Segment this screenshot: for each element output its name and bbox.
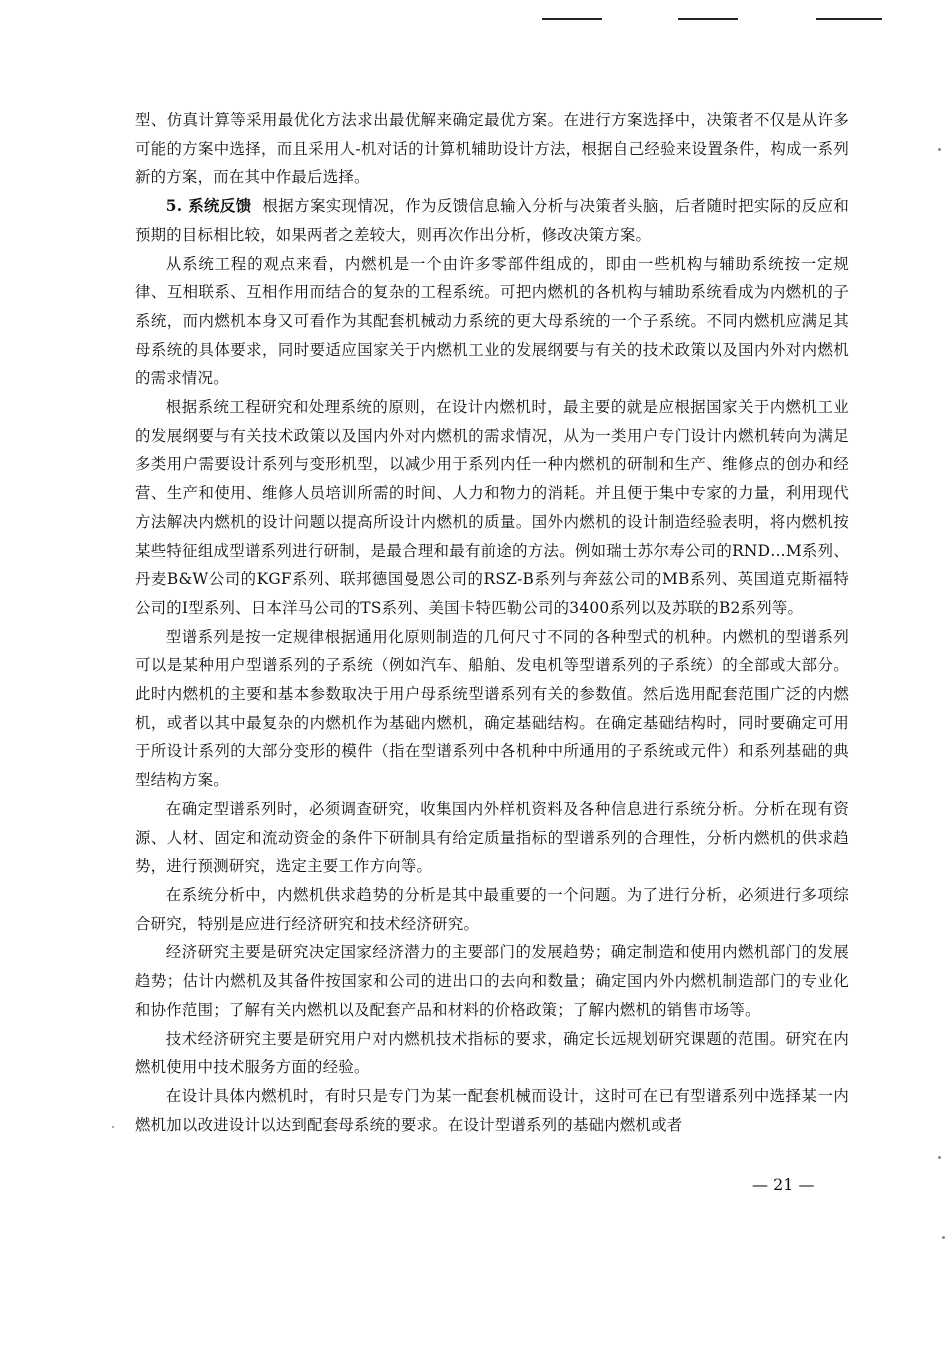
paragraph: 在系统分析中，内燃机供求趋势的分析是其中最重要的一个问题。为了进行分析，必须进行多项综合研究，特别是应进行经济研究和技术经济研究。 — [135, 885, 849, 933]
paragraph: 技术经济研究主要是研究用户对内燃机技术指标的要求，确定长远规划研究课题的范围。研究在内燃机使用中技术服务方面的经验。 — [135, 1029, 849, 1077]
top-rule — [542, 18, 602, 20]
scan-speck — [112, 1126, 114, 1128]
paragraph: 在设计具体内燃机时，有时只是专门为某一配套机械而设计，这时可在已有型谱系列中选择某一内燃机加以改进设计以达到配套母系统的要求。在设计型谱系列的基础内燃机或者 — [135, 1086, 849, 1134]
section-heading: 5. 系统反馈 — [165, 197, 252, 216]
paragraph: 根据系统工程研究和处理系统的原则，在设计内燃机时，最主要的就是应根据国家关于内燃机工业的发展纲要与有关技术政策以及国内外对内燃机的需求情况，从为一类用户专门设计内燃机转向为满足多类用户需要设计系列与变形机型，以减少用于系列内任一种内燃机的研制和生产、维修点的创办和经营、生产和使用、维修人员培训所需的时间、人力和物力的消耗。并且便于集中专家的力量，利用现代方法解决内燃机的设计问题以提高所设计内燃机的质量。国外内燃机的设计制造经验表明，将内燃机按某些特征组成型谱系列进行研制，是最合理和最有前途的方法。例如瑞士苏尔寿公司的RND…M系列、丹麦B&W公司的KGF系列、联邦德国曼恩公司的RSZ-B系列与奔兹公司的MB系列、英国道克斯福特公司的Ⅰ型系列、日本洋马公司的TS系列、美国卡特匹勒公司的3400系列以及苏联的B2系列等。 — [135, 398, 849, 617]
paragraph: 从系统工程的观点来看，内燃机是一个由许多零部件组成的，即由一些机构与辅助系统按一定规律、互相联系、互相作用而结合的复杂的工程系统。可把内燃机的各机构与辅助系统看成为内燃机的子系统，而内燃机本身又可看作为其配套机械动力系统的更大母系统的一个子系统。不同内燃机应满足其母系统的具体要求，同时要适应国家关于内燃机工业的发展纲要与有关的技术政策以及国内外对内燃机的需求情况。 — [135, 254, 849, 388]
scan-speck — [938, 148, 941, 151]
page-body — [135, 106, 849, 1139]
scan-speck — [942, 1236, 945, 1239]
scan-speck — [938, 1156, 941, 1159]
top-rule — [816, 18, 882, 20]
paragraph: 在确定型谱系列时，必须调查研究，收集国内外样机资料及各种信息进行系统分析。分析在现有资源、人材、固定和流动资金的条件下研制具有给定质量指标的型谱系列的合理性，分析内燃机的供求趋势，进行预测研究，选定主要工作方向等。 — [135, 799, 849, 876]
paragraph: 型谱系列是按一定规律根据通用化原则制造的几何尺寸不同的各种型式的机种。内燃机的型谱系列可以是某种用户型谱系列的子系统（例如汽车、船舶、发电机等型谱系列的子系统）的全部或大部分。此时内燃机的主要和基本参数取决于用户母系统型谱系列有关的参数值。然后选用配套范围广泛的内燃机，或者以其中最复杂的内燃机作为基础内燃机，确定基础结构。在确定基础结构时，同时要确定可用于所设计系列的大部分变形的模件（指在型谱系列中各机种中所通用的子系统或元件）和系列基础的典型结构方案。 — [135, 627, 849, 790]
paragraph-feedback — [135, 192, 849, 249]
paragraph: 经济研究主要是研究决定国家经济潜力的主要部门的发展趋势；确定制造和使用内燃机部门的发展趋势；估计内燃机及其备件按国家和公司的进出口的去向和数量；确定国内外内燃机制造部门的专业化和协作范围；了解有关内燃机以及配套产品和材料的价格政策；了解内燃机的销售市场等。 — [135, 943, 849, 1019]
paragraph-text: 根据方案实现情况，作为反馈信息输入分析与决策者头脑，后者随时把实际的反应和预期的目标相比较，如果两者之差较大，则再次作出分析，修改决策方案。 — [135, 197, 849, 244]
paragraph: 型、仿真计算等采用最优化方法求出最优解来确定最优方案。在进行方案选择中，决策者不仅是从许多可能的方案中选择，而且采用人-机对话的计算机辅助设计方法，根据自己经验来设置条件，构成一系列新的方案，而在其中作最后选择。 — [135, 111, 849, 187]
top-rule — [678, 18, 738, 20]
page-number: — 21 — — [752, 1175, 815, 1194]
